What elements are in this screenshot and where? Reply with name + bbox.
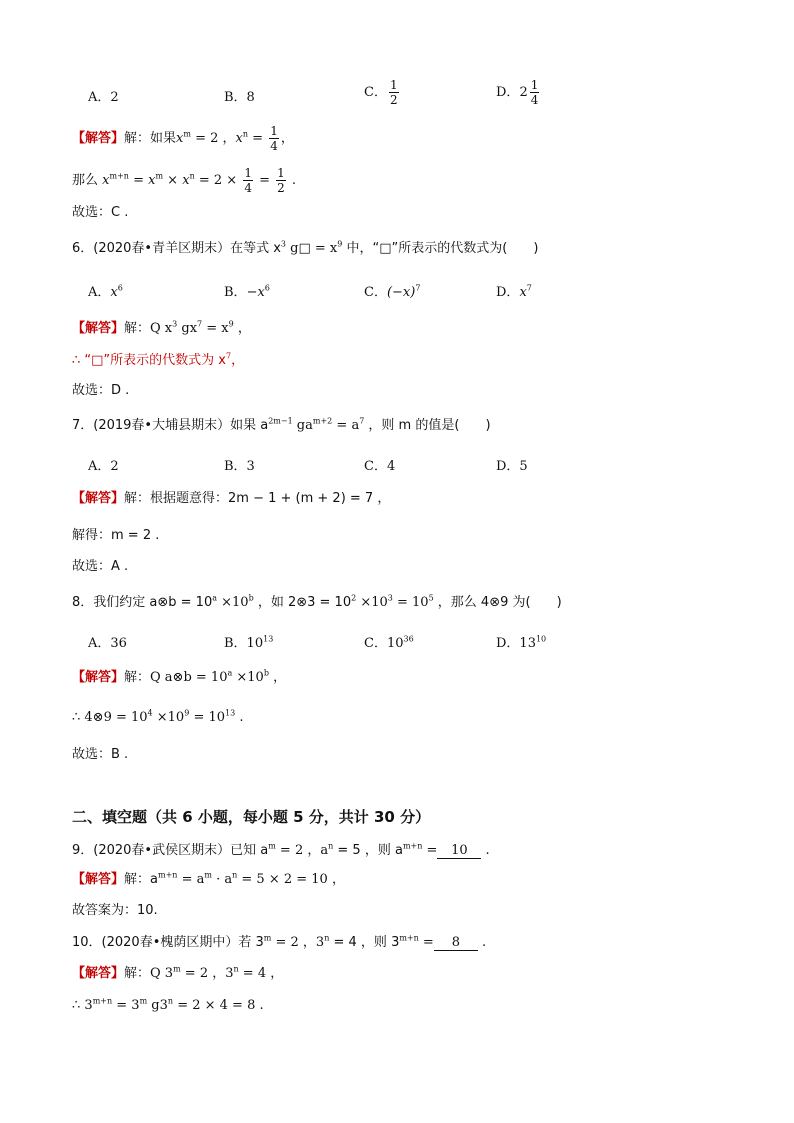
math-exponent: 5	[428, 593, 434, 603]
q8-option-b	[224, 632, 273, 651]
q5-choice: 故选：C .	[72, 205, 129, 220]
option-value: −x	[246, 285, 265, 300]
answer-text: 那么	[72, 173, 103, 188]
q8-option-c	[364, 632, 414, 651]
q5-answer-line1	[72, 124, 294, 153]
math-text: ×10	[152, 710, 185, 725]
math-text: ，	[268, 670, 287, 685]
option-letter: C．	[364, 285, 387, 300]
math-text: = 2 ，3	[180, 966, 234, 981]
math-text: = 2 × 4 = 8 .	[173, 998, 264, 1013]
math-text: =	[248, 131, 268, 146]
q9-result: 故答案为：10.	[72, 903, 158, 918]
q7-answer-line1	[72, 490, 390, 508]
q7-option-d: D．5	[496, 459, 528, 474]
math-exponent: 7	[197, 319, 203, 329]
question-text: ，则 m 的值是(	[364, 418, 460, 433]
q5-option-c	[364, 78, 401, 107]
math-exponent: m+n	[92, 996, 113, 1006]
math-exponent: 3	[280, 239, 287, 249]
q10-stem	[72, 934, 486, 952]
math-exponent: 3	[387, 593, 393, 603]
math-text: ×10	[232, 670, 264, 685]
q7-answer-line2: 解得：m = 2 .	[72, 528, 160, 543]
q5-option-d-fraction	[530, 78, 540, 107]
question-text: 6．(2020春•青羊区期末）在等式 x	[72, 241, 281, 256]
q6-choice: 故选：D .	[72, 383, 130, 398]
answer-tag: 【解答】	[72, 966, 125, 981]
math-text: .	[477, 935, 487, 950]
fraction-numerator: 1	[530, 78, 539, 92]
math-exponent: a	[212, 593, 217, 603]
question-text: 中，“□”所表示的代数式为(	[342, 241, 508, 256]
q7-option-b: B．3	[224, 459, 255, 474]
math-text: = 10	[189, 710, 226, 725]
math-text: g□ = x	[286, 241, 338, 256]
math-exponent: m	[263, 933, 272, 943]
math-exponent: 6	[117, 283, 123, 293]
q6-option-d	[496, 281, 532, 300]
q6-option-b	[224, 281, 270, 300]
math-exponent: b	[248, 593, 254, 603]
math-exponent: m	[139, 996, 148, 1006]
question-text: 8．我们约定 a⊗b = 10	[72, 595, 213, 610]
answer-text: 解：根据题意得：2m − 1 + (m + 2) = 7 ，	[124, 491, 391, 506]
math-var: x	[176, 131, 184, 146]
q8-option-d	[496, 632, 546, 651]
math-var: x	[102, 173, 110, 188]
q6-stem	[72, 240, 538, 258]
math-text: = a	[177, 872, 205, 887]
math-text: ∴ 3	[72, 998, 93, 1013]
math-exponent: 13	[263, 634, 274, 644]
fraction-denominator: 4	[244, 181, 252, 195]
math-exponent: m	[173, 964, 181, 974]
math-text: 解：Q x	[124, 321, 173, 336]
q8-options	[0, 632, 794, 654]
fraction-denominator: 4	[530, 93, 539, 107]
math-text: = 5 × 2 = 10 ，	[237, 872, 345, 887]
answer-tag: 【解答】	[72, 670, 125, 685]
answer-text: ∴ “□”所表示的代数式为 x	[72, 353, 226, 368]
question-text: = 4 ，则 3	[329, 935, 400, 950]
math-exponent: m+n	[157, 870, 178, 880]
q8-stem	[72, 594, 562, 612]
answer-text: 解：a	[124, 872, 158, 887]
math-text: ×10	[217, 595, 249, 610]
q5-option-b: B．8	[224, 90, 255, 105]
math-exponent: 7	[359, 416, 365, 426]
math-text: = a	[332, 418, 360, 433]
math-exponent: m+n	[109, 171, 129, 181]
fraction-denominator: 2	[389, 93, 398, 107]
math-text: =	[418, 935, 434, 950]
fraction-numerator: 1	[244, 166, 252, 180]
option-value: B．10	[224, 636, 264, 651]
math-exponent: n	[233, 964, 239, 974]
fraction-numerator: 1	[277, 166, 285, 180]
section-title: 二、填空题（共 6 小题，每小题 5 分，共计 30 分）	[72, 808, 431, 826]
math-exponent: 9	[184, 708, 190, 718]
math-exponent: 7	[415, 283, 421, 293]
math-text: ga	[292, 418, 313, 433]
answer-blank: 8	[434, 935, 478, 951]
math-exponent: n	[242, 129, 249, 139]
math-text: = 2 ，3	[271, 935, 325, 950]
q7-choice: 故选：A .	[72, 559, 129, 574]
question-text: 7．(2019春•大埔县期末）如果 a	[72, 418, 269, 433]
option-value: x	[110, 285, 118, 300]
answer-text: ，	[231, 353, 245, 368]
answer-text: 解：如果	[124, 131, 177, 146]
math-exponent: 2m−1	[268, 416, 293, 426]
option-letter: A．	[88, 285, 111, 300]
q8-answer-line1	[72, 669, 286, 687]
math-fraction	[276, 166, 286, 195]
q5-option-c-fraction	[389, 78, 399, 107]
math-text: .	[287, 173, 297, 188]
q8-answer-line2	[72, 709, 243, 727]
fraction-numerator: 1	[270, 124, 278, 138]
q10-answer-line1	[72, 965, 283, 983]
math-text: = 4 ，	[238, 966, 284, 981]
option-value: x	[519, 285, 527, 300]
q6-answer-line1	[72, 320, 251, 338]
answer-tag: 【解答】	[72, 491, 125, 506]
math-exponent: m	[155, 171, 164, 181]
option-letter: B．	[224, 285, 247, 300]
q9-answer-line1	[72, 871, 345, 889]
math-text: ×	[163, 173, 183, 188]
math-text: ，	[233, 321, 251, 336]
question-text: )	[556, 595, 562, 610]
math-exponent: n	[324, 933, 330, 943]
math-var: x	[182, 173, 190, 188]
math-exponent: m+n	[399, 933, 419, 943]
math-text: = 2 ，a	[275, 843, 329, 858]
math-exponent: m+2	[312, 416, 333, 426]
math-text: = 3	[112, 998, 140, 1013]
q5-option-c-prefix: C．	[364, 85, 387, 100]
answer-tag: 【解答】	[72, 321, 125, 336]
question-text: )	[485, 418, 491, 433]
math-exponent: 4	[147, 708, 153, 718]
math-var: x	[235, 131, 243, 146]
math-exponent: m+n	[402, 841, 423, 851]
question-text: )	[533, 241, 539, 256]
math-text: gx	[177, 321, 198, 336]
math-text: g3	[147, 998, 168, 1013]
math-exponent: n	[189, 171, 195, 181]
math-var: x	[148, 173, 156, 188]
q5-options	[0, 78, 794, 107]
option-letter: D．	[496, 285, 520, 300]
math-exponent: b	[263, 668, 269, 678]
math-text: .	[235, 710, 244, 725]
math-exponent: n	[232, 870, 238, 880]
math-fraction	[269, 124, 279, 153]
q10-answer-line2	[72, 997, 264, 1015]
math-exponent: 7	[526, 283, 532, 293]
q7-option-a: A．2	[88, 459, 119, 474]
math-exponent: 10	[535, 634, 547, 644]
math-fraction	[243, 166, 253, 195]
answer-tag: 【解答】	[72, 131, 125, 146]
answer-tag: 【解答】	[72, 872, 125, 887]
q5-option-d-prefix: D．	[496, 85, 520, 100]
answer-blank: 10	[437, 843, 481, 859]
question-text: = 5 ，则 a	[333, 843, 403, 858]
math-text: =	[422, 843, 438, 858]
fraction-denominator: 2	[277, 181, 285, 195]
question-text: 10．(2020春•槐荫区期中）若 3	[72, 935, 264, 950]
math-text: 解：Q 3	[124, 966, 174, 981]
math-exponent: 3	[172, 319, 178, 329]
math-text: = 10	[392, 595, 429, 610]
math-exponent: m	[204, 870, 212, 880]
fraction-denominator: 4	[270, 139, 278, 153]
question-text: 9．(2020春•武侯区期末）已知 a	[72, 843, 269, 858]
q5-answer-line2	[72, 166, 296, 195]
q9-stem	[72, 842, 490, 860]
math-text: ，	[280, 131, 294, 146]
math-exponent: a	[227, 668, 233, 678]
math-exponent: n	[328, 841, 334, 851]
math-text: = x	[202, 321, 229, 336]
math-exponent: m	[268, 841, 276, 851]
q6-option-a	[88, 281, 123, 300]
option-value: (−x)	[386, 285, 416, 300]
math-exponent: 9	[228, 319, 234, 329]
math-text: =	[128, 173, 149, 188]
q6-option-c	[364, 281, 420, 300]
q6-answer-line2	[72, 352, 244, 370]
math-text: =	[254, 173, 275, 188]
math-exponent: 6	[264, 283, 270, 293]
q5-option-a: A．2	[88, 90, 119, 105]
question-text: ，那么 4⊗9 为(	[433, 595, 531, 610]
math-exponent: 2	[351, 593, 357, 603]
q7-options	[0, 455, 794, 477]
q8-option-a: A．36	[88, 636, 127, 651]
math-text: = 2 ×	[194, 173, 242, 188]
math-exponent: 7	[225, 351, 232, 361]
math-exponent: 36	[403, 634, 414, 644]
q8-choice: 故选：B .	[72, 747, 129, 762]
option-value: C．10	[364, 636, 404, 651]
option-value: D．13	[496, 636, 536, 651]
math-exponent: 13	[225, 708, 236, 718]
math-text: ∴ 4⊗9 = 10	[72, 710, 148, 725]
fraction-numerator: 1	[389, 78, 398, 92]
math-text: = 2 ，	[190, 131, 236, 146]
q5-option-d-whole: 2	[519, 85, 528, 100]
math-exponent: 9	[337, 239, 343, 249]
math-text: 解：Q a⊗b = 10	[124, 670, 228, 685]
q7-option-c: C．4	[364, 459, 396, 474]
math-text: ×10	[356, 595, 388, 610]
math-text: .	[481, 843, 490, 858]
q6-options	[0, 281, 794, 303]
question-text: ，如 2⊗3 = 10	[253, 595, 352, 610]
q7-stem	[72, 417, 491, 435]
math-text: · a	[211, 872, 233, 887]
q5-option-d	[496, 78, 541, 107]
math-exponent: n	[167, 996, 174, 1006]
math-exponent: m	[183, 129, 191, 139]
